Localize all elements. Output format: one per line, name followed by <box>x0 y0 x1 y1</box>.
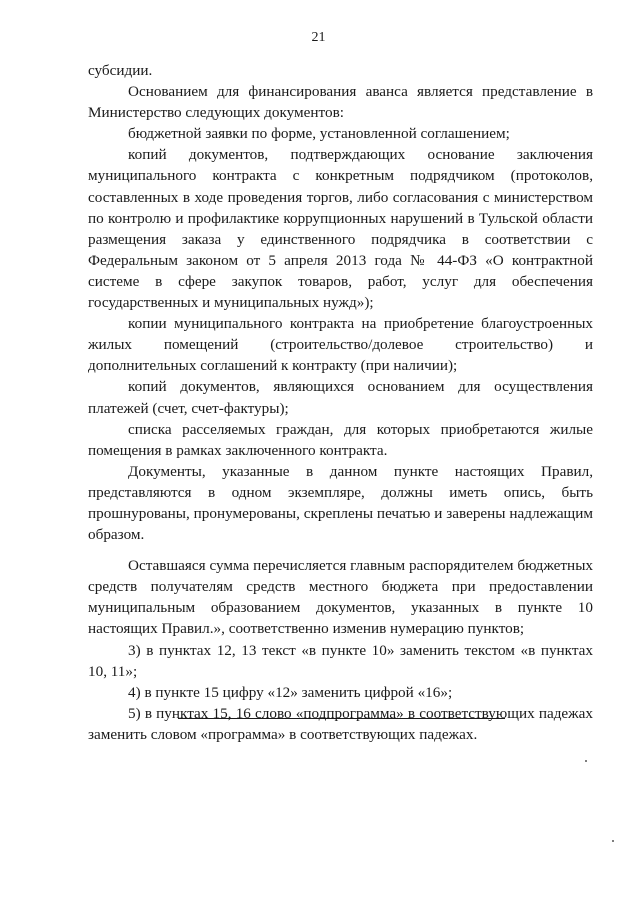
scan-speck <box>585 760 587 762</box>
paragraph-budget-request: бюджетной заявки по форме, установленной соглашением; <box>128 125 510 143</box>
closing-rule <box>178 718 505 719</box>
paragraph-item-5: 5) в пунктах 15, 16 слово «подпрограмма» в соответствующих падежах заменить словом «программа» в соответствующих падежах. <box>88 704 593 743</box>
document-body <box>88 60 593 745</box>
page-number: 21 <box>311 30 326 45</box>
paragraph-item-3: 3) в пунктах 12, 13 текст «в пункте 10» заменить текстом «в пунктах 10, 11»; <box>88 641 593 680</box>
paragraph-advance-basis: Основанием для финансирования аванса является представление в Министерство следующих документов: <box>88 83 593 122</box>
paragraph-item-4: 4) в пункте 15 цифру «12» заменить цифрой «16»; <box>128 683 453 701</box>
paragraph-contract-documents: копий документов, подтверждающих основание заключения муниципального контракта с конкретным подрядчиком (протоколов, составленных в ходе проведения торгов, либо согласования с министерством по контролю и профилактике коррупционных нарушений в Тульской области размещения заказа у единственного подрядчика в соответствии с Федеральным законом от 5 апреля 2013 года № 44-ФЗ «О контрактной системе в сфере закупок товаров, работ, услуг для обеспечения государственных и муниципальных нужд»); <box>88 146 593 312</box>
paragraph-payment-documents: копий документов, являющихся основанием для осуществления платежей (счет, счет-фактуры); <box>88 378 593 417</box>
scan-speck <box>612 840 614 842</box>
paragraph-subsidy-end: субсидии. <box>88 62 153 79</box>
paragraph-remaining-sum: Оставшаяся сумма перечисляется главным распорядителем бюджетных средств получателям средств местного бюджета при предоставлении муниципальным образованием документов, указанных в пункте 10 настоящих Правил.», соответственно изменив нумерацию пунктов; <box>88 557 593 638</box>
paragraph-documents-requirements: Документы, указанные в данном пункте настоящих Правил, представляются в одном экземпляре, должны иметь опись, быть прошнурованы, пронумерованы, скреплены печатью и заверены надлежащим образом. <box>88 462 593 544</box>
paragraph-contract-copies: копии муниципального контракта на приобретение благоустроенных жилых помещений (строительство/долевое строительство) и дополнительных соглашений к контракту (при наличии); <box>88 315 593 375</box>
paragraph-resettled-list: списка расселяемых граждан, для которых приобретаются жилые помещения в рамках заключенного контракта. <box>88 420 593 459</box>
